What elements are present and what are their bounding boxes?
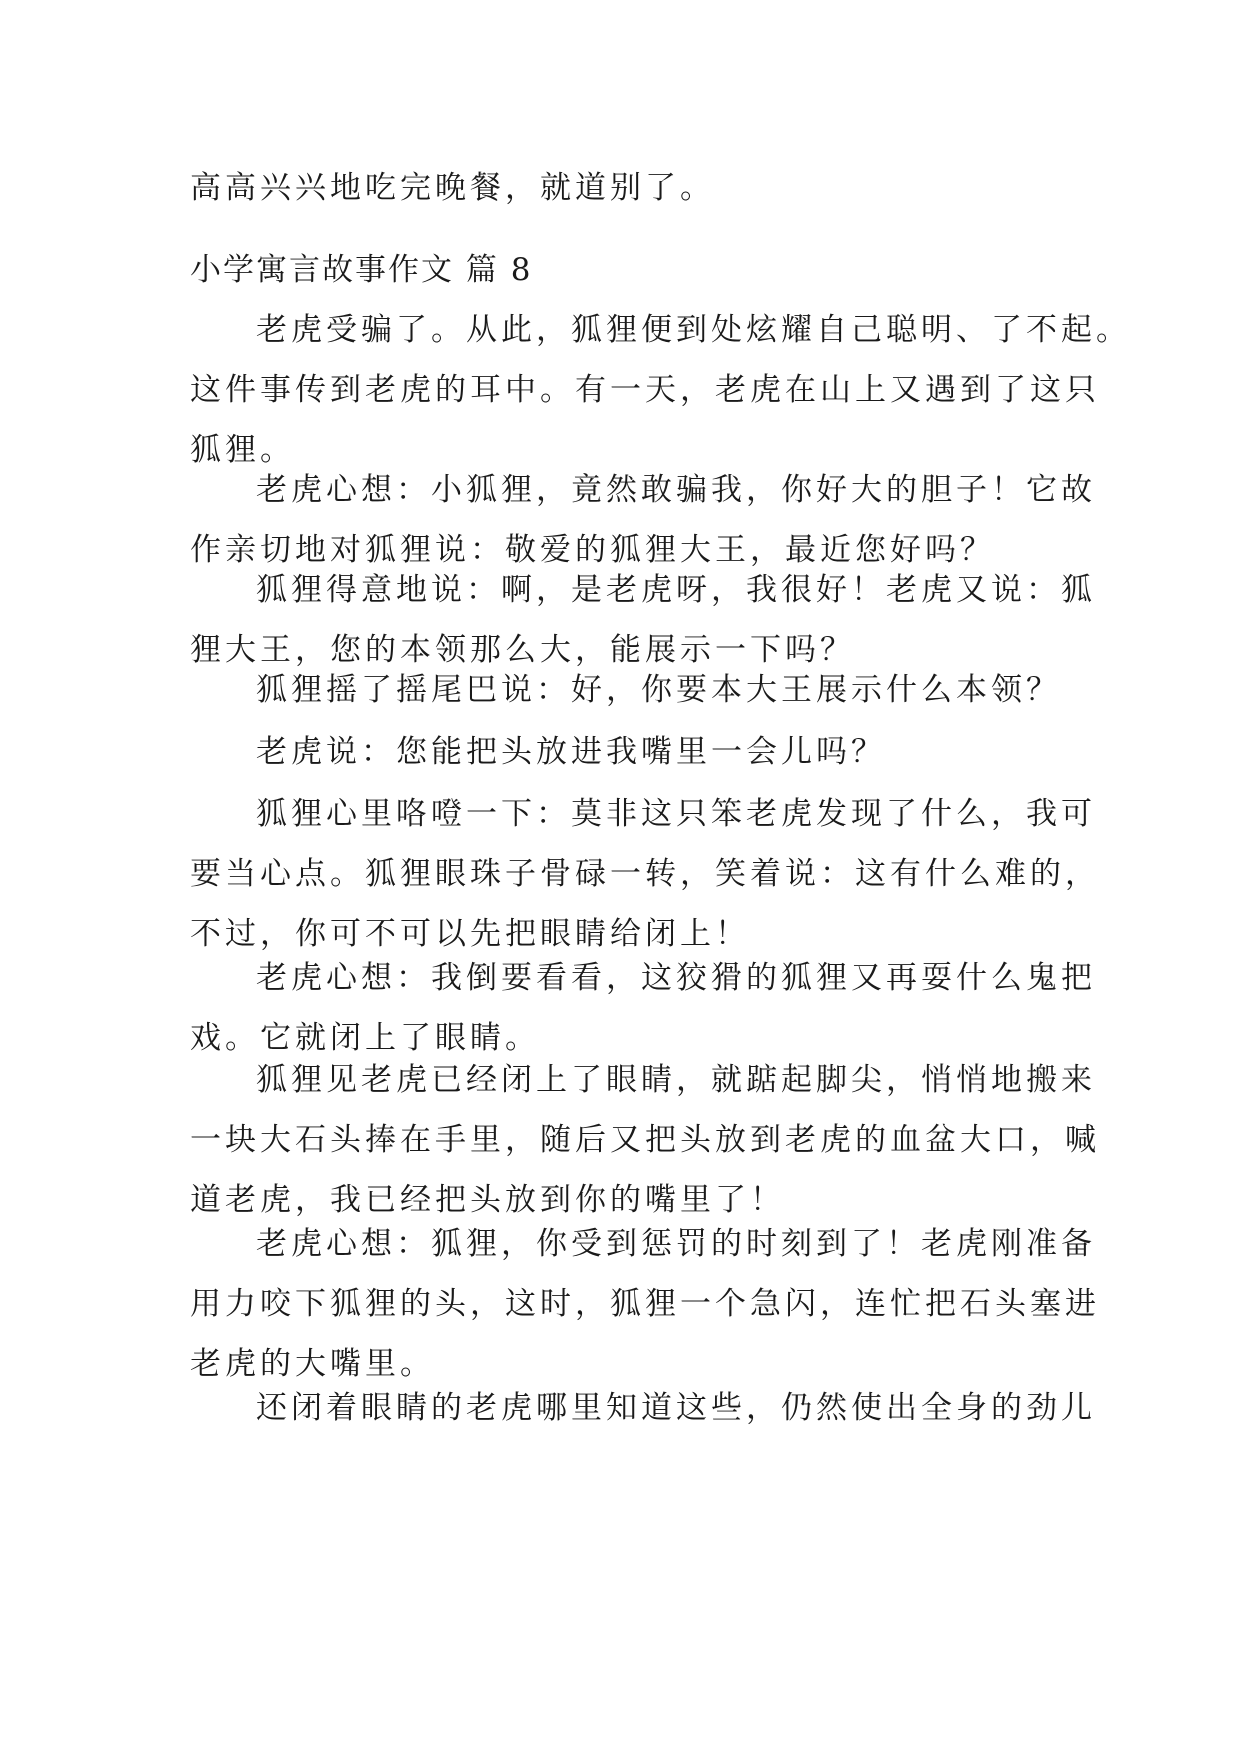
text-line: 狸大王，您的本领那么大，能展示一下吗？: [190, 632, 855, 668]
text-line: 老虎心想：我倒要看看，这狡猾的狐狸又再耍什么鬼把: [256, 960, 1096, 996]
text-line: 还闭着眼睛的老虎哪里知道这些，仍然使出全身的劲儿: [256, 1390, 1096, 1426]
paragraph: [190, 784, 1100, 964]
text-line: 狐狸得意地说：啊，是老虎呀，我很好！老虎又说：狐: [256, 572, 1096, 608]
text-line: 戏。它就闭上了眼睛。: [190, 1020, 540, 1056]
text-line: 道老虎，我已经把头放到你的嘴里了！: [190, 1182, 785, 1218]
text-line: 作亲切地对狐狸说：敬爱的狐狸大王，最近您好吗？: [190, 532, 995, 568]
text-line: 老虎受骗了。从此，狐狸便到处炫耀自己聪明、了不起。: [256, 312, 1131, 348]
paragraph: [190, 722, 1050, 782]
paragraph: [190, 1214, 1100, 1394]
paragraph: [190, 300, 1131, 480]
paragraph: [190, 1378, 1096, 1438]
paragraph: [190, 1050, 1100, 1230]
text-line: 老虎说：您能把头放进我嘴里一会儿吗？: [256, 734, 886, 770]
text-line: 老虎的大嘴里。: [190, 1346, 435, 1382]
text-line: 这件事传到老虎的耳中。有一天，老虎在山上又遇到了这只: [190, 372, 1100, 408]
section-title: [190, 240, 1050, 300]
text-line: 高高兴兴地吃完晚餐，就道别了。: [190, 170, 715, 206]
paragraph: [190, 660, 1061, 720]
section-title-text: 小学寓言故事作文 篇 8: [190, 252, 533, 288]
text-line: 老虎心想：狐狸，你受到惩罚的时刻到了！老虎刚准备: [256, 1226, 1096, 1262]
text-line: 狐狸见老虎已经闭上了眼睛，就踮起脚尖，悄悄地搬来: [256, 1062, 1096, 1098]
text-line: 不过，你可不可以先把眼睛给闭上！: [190, 916, 750, 952]
text-line: 要当心点。狐狸眼珠子骨碌一转，笑着说：这有什么难的，: [190, 856, 1100, 892]
text-line: 老虎心想：小狐狸，竟然敢骗我，你好大的胆子！它故: [256, 472, 1096, 508]
text-line: 狐狸。: [190, 432, 295, 468]
text-line: 狐狸摇了摇尾巴说：好，你要本大王展示什么本领？: [256, 672, 1061, 708]
text-line: 用力咬下狐狸的头，这时，狐狸一个急闪，连忙把石头塞进: [190, 1286, 1100, 1322]
carryover-line: [190, 158, 1050, 218]
text-line: 狐狸心里咯噔一下：莫非这只笨老虎发现了什么，我可: [256, 796, 1096, 832]
text-line: 一块大石头捧在手里，随后又把头放到老虎的血盆大口，喊: [190, 1122, 1100, 1158]
